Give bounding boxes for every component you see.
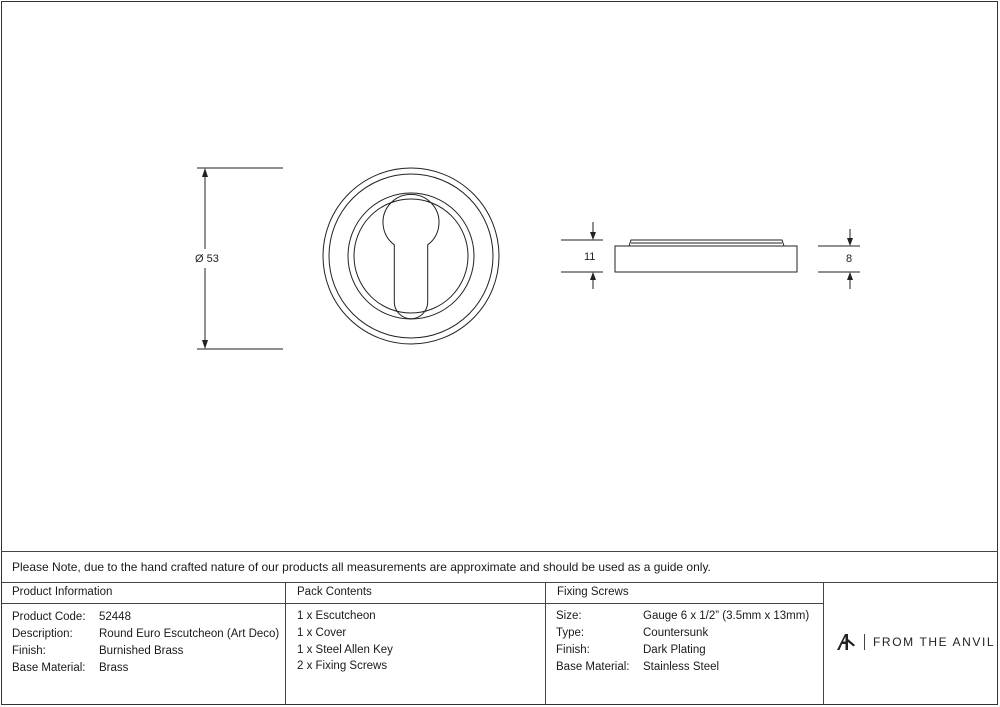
anvil-logo-icon xyxy=(836,633,856,651)
brand-separator xyxy=(864,634,865,650)
finish-label: Finish: xyxy=(12,645,46,657)
screw-type-label: Type: xyxy=(556,627,585,639)
description-label: Description: xyxy=(12,628,73,640)
dim-left-arrow-bottom xyxy=(590,272,596,280)
screw-base-material-label: Base Material: xyxy=(556,661,630,673)
escutcheon-side-body xyxy=(615,246,797,272)
dim-right-arrow-top xyxy=(847,238,853,246)
product-info-header: Product Information xyxy=(12,586,113,598)
dim-arrow-down xyxy=(202,340,208,349)
pack-item: 1 x Steel Allen Key xyxy=(297,644,393,656)
diameter-label: Ø 53 xyxy=(195,253,219,265)
brand-logo xyxy=(836,633,995,651)
base-material-label: Base Material: xyxy=(12,662,86,674)
screw-size-label: Size: xyxy=(556,610,582,622)
screw-type-value: Countersunk xyxy=(643,627,709,639)
pack-item: 1 x Escutcheon xyxy=(297,610,376,622)
pack-contents-header: Pack Contents xyxy=(297,586,372,598)
escutcheon-cover-inner-circle xyxy=(354,199,468,313)
euro-keyhole-cutout xyxy=(383,194,439,318)
measurement-note: Please Note, due to the hand crafted nature of our products all measurements are approximate and should be used as a guide only. xyxy=(12,560,711,574)
height-label-left: 11 xyxy=(584,251,596,263)
screw-base-material-value: Stainless Steel xyxy=(643,661,720,673)
height-label-right: 8 xyxy=(846,253,853,265)
screw-finish-value: Dark Plating xyxy=(643,644,706,656)
product-code-value: 52448 xyxy=(99,611,131,623)
base-material-value: Brass xyxy=(99,662,129,674)
dim-left-arrow-top xyxy=(590,232,596,240)
column-divider-1 xyxy=(285,582,286,704)
header-bottom-rule xyxy=(1,603,823,604)
product-code-label: Product Code: xyxy=(12,611,86,623)
fixing-screws-header: Fixing Screws xyxy=(557,586,629,598)
finish-value: Burnished Brass xyxy=(99,645,184,657)
dim-right-arrow-bottom xyxy=(847,272,853,280)
escutcheon-cover-circle xyxy=(348,193,474,319)
description-value: Round Euro Escutcheon (Art Deco) xyxy=(99,628,280,640)
pack-item: 2 x Fixing Screws xyxy=(297,660,388,672)
info-block-top-rule xyxy=(1,551,998,552)
note-bottom-rule xyxy=(1,582,998,583)
screw-finish-label: Finish: xyxy=(556,644,590,656)
screw-size-value: Gauge 6 x 1/2” (3.5mm x 13mm) xyxy=(643,610,810,622)
pack-item: 1 x Cover xyxy=(297,627,347,639)
column-divider-3 xyxy=(823,582,824,704)
column-divider-2 xyxy=(545,582,546,704)
dim-arrow-up xyxy=(202,168,208,177)
brand-name: FROM THE ANVIL xyxy=(873,635,996,649)
